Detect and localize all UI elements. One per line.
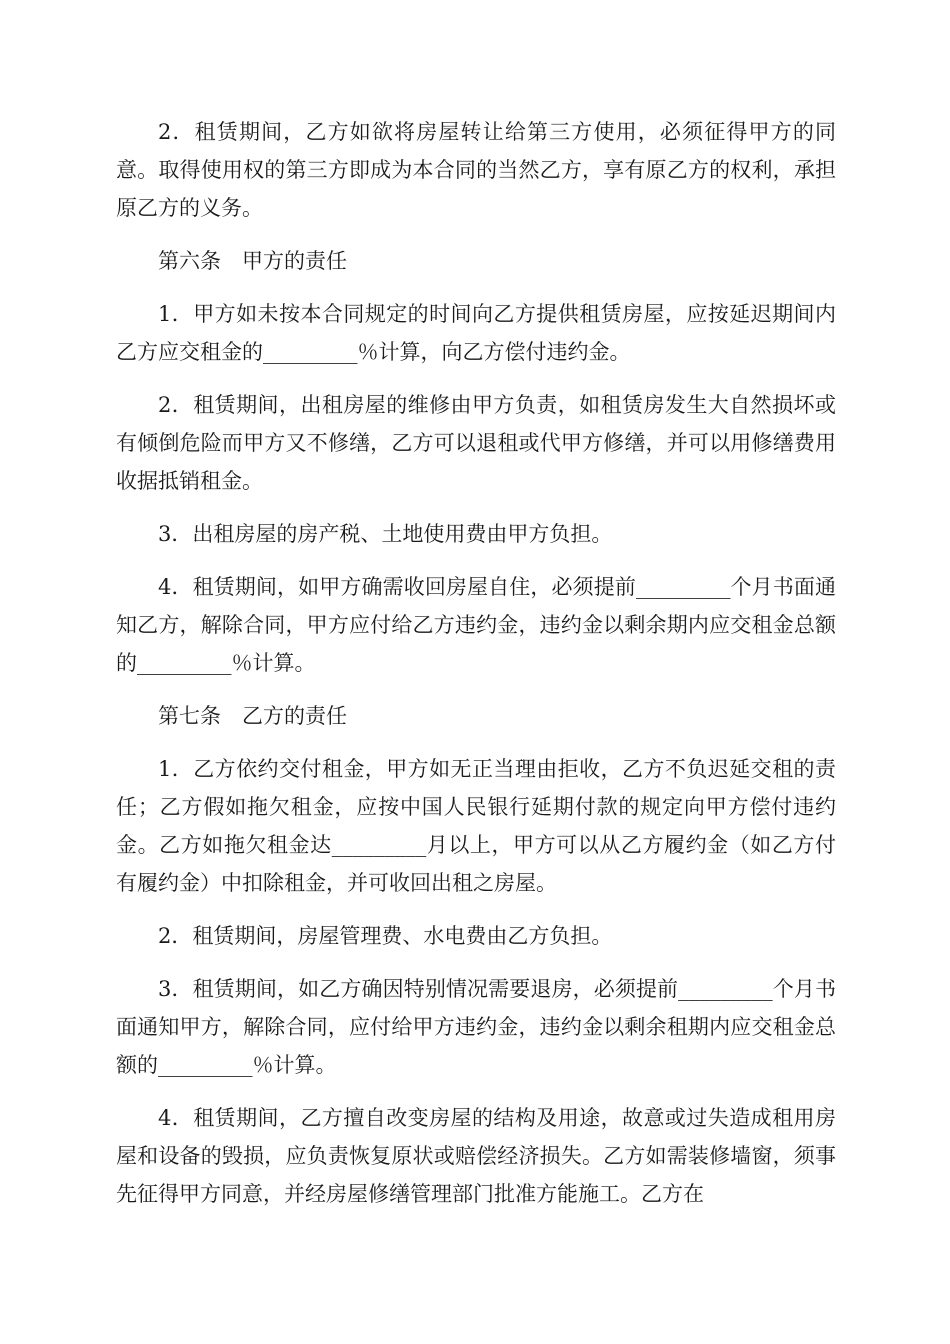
clause-6-item-1: 1．甲方如未按本合同规定的时间向乙方提供租赁房屋，应按延迟期间内乙方应交租金的_________％计算，向乙方偿付违约金。 bbox=[116, 302, 836, 364]
clause-5-item-2: 2．租赁期间，乙方如欲将房屋转让给第三方使用，必须征得甲方的同意。取得使用权的第三方即成为本合同的当然乙方，享有原乙方的权利，承担原乙方的义务。 bbox=[116, 120, 836, 220]
clause-7-item-2: 2．租赁期间，房屋管理费、水电费由乙方负担。 bbox=[158, 924, 613, 948]
document-body bbox=[116, 113, 836, 1228]
article-6-heading: 第六条 甲方的责任 bbox=[158, 249, 347, 273]
clause-6-item-3: 3．出租房屋的房产税、土地使用费由甲方负担。 bbox=[158, 522, 613, 546]
clause-7-item-1: 1．乙方依约交付租金，甲方如无正当理由拒收，乙方不负迟延交租的责任；乙方假如拖欠租金，应按中国人民银行延期付款的规定向甲方偿付违约金。乙方如拖欠租金达_________月以上，甲方可以从乙方履约金（如乙方付有履约金）中扣除租金，并可收回出租之房屋。 bbox=[116, 757, 836, 895]
clause-7-item-3: 3．租赁期间，如乙方确因特别情况需要退房，必须提前_________个月书面通知甲方，解除合同，应付给甲方违约金，违约金以剩余租期内应交租金总额的_________％计算。 bbox=[116, 977, 836, 1077]
clause-6-item-2: 2．租赁期间，出租房屋的维修由甲方负责，如租赁房发生大自然损坏或有倾倒危险而甲方又不修缮，乙方可以退租或代甲方修缮，并可以用修缮费用收据抵销租金。 bbox=[116, 393, 836, 493]
clause-6-item-4: 4．租赁期间，如甲方确需收回房屋自住，必须提前_________个月书面通知乙方，解除合同，甲方应付给乙方违约金，违约金以剩余期内应交租金总额的_________％计算。 bbox=[116, 575, 836, 675]
clause-7-item-4: 4．租赁期间，乙方擅自改变房屋的结构及用途，故意或过失造成租用房屋和设备的毁损，应负责恢复原状或赔偿经济损失。乙方如需装修墙窗，须事先征得甲方同意，并经房屋修缮管理部门批准方能施工。乙方在 bbox=[116, 1106, 836, 1206]
article-7-heading: 第七条 乙方的责任 bbox=[158, 704, 347, 728]
